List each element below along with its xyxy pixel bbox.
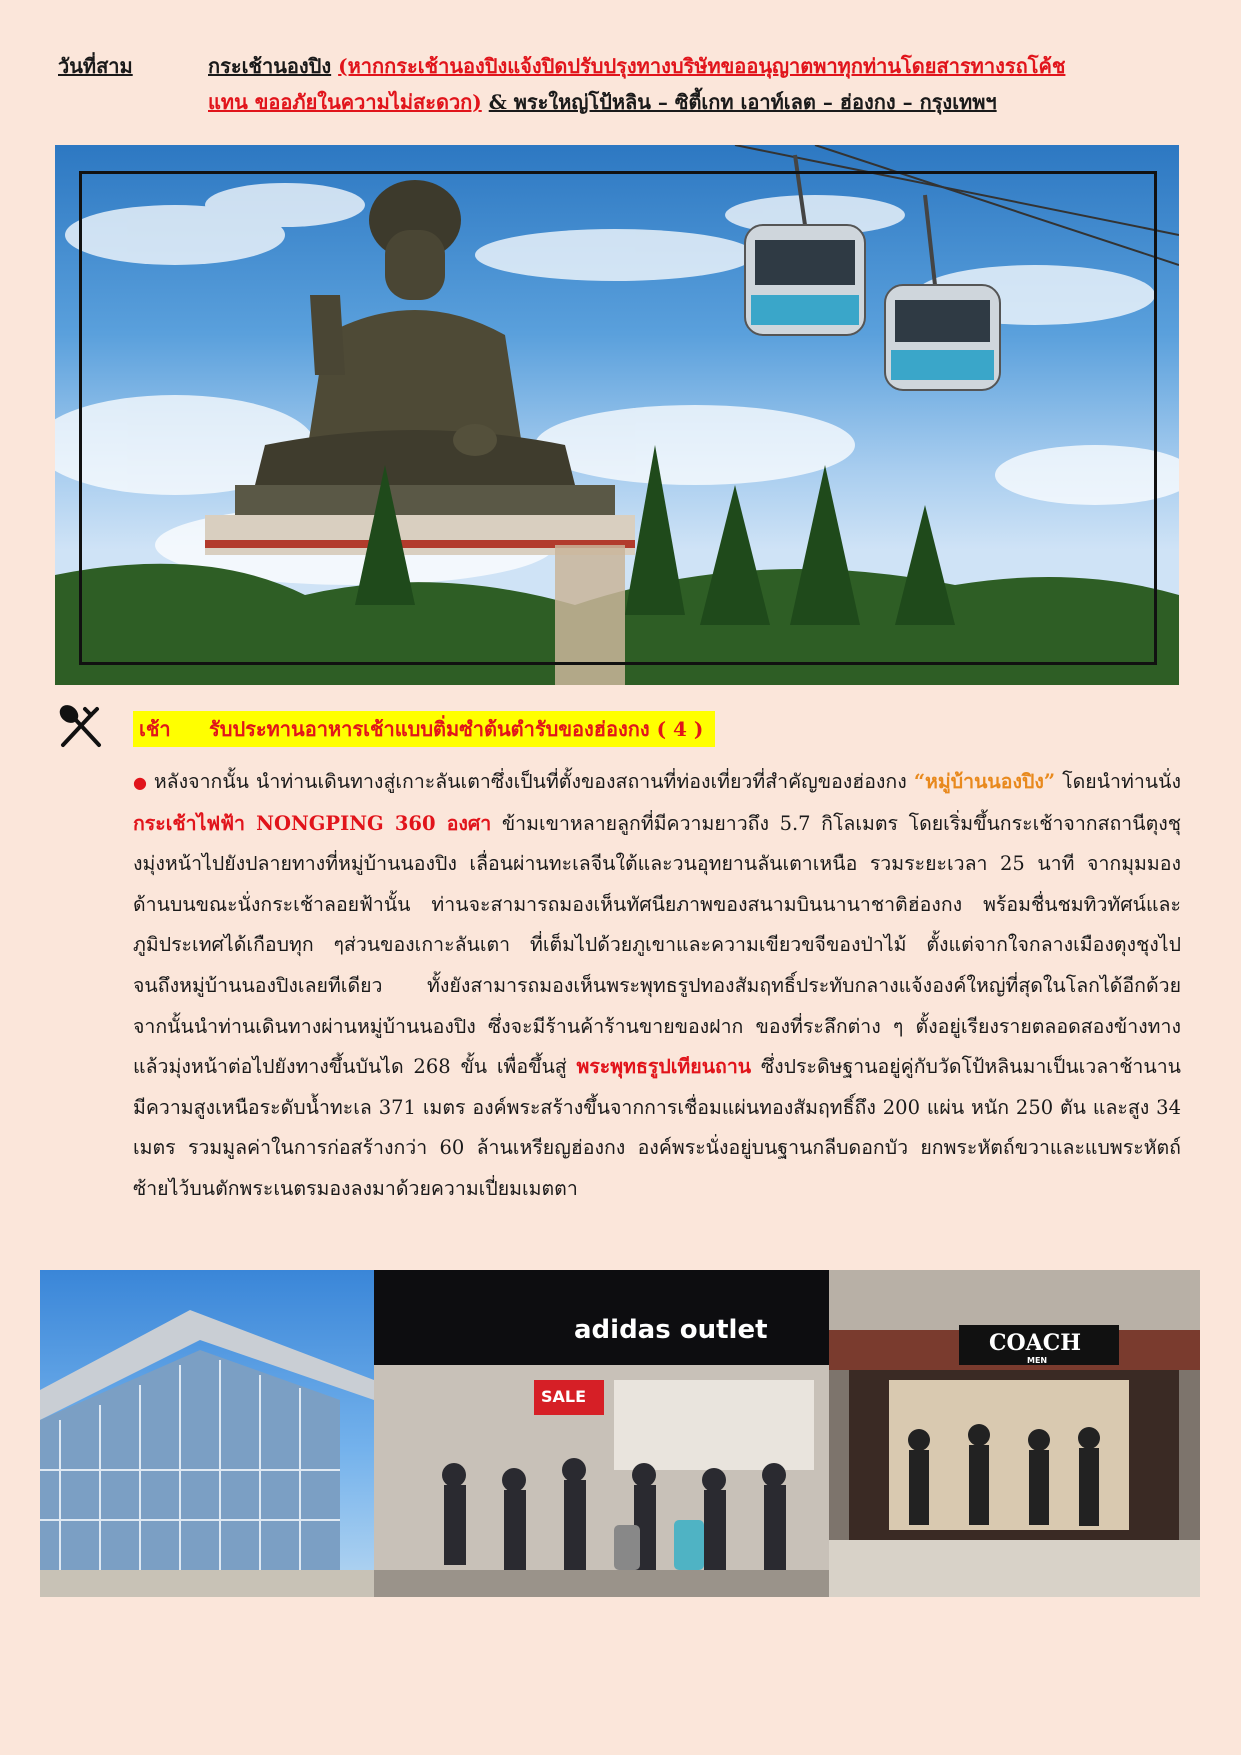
para-part-2: โดยนำท่านนั่ง: [1055, 770, 1181, 793]
itinerary-description: [133, 762, 1181, 1210]
breakfast-highlight: [133, 711, 715, 747]
header-notice: (หากกระเช้านองปิงแจ้งปิดปรับปรุงทางบริษัทขออนุญาตพาทุกท่านโดยสารทางรถโค้ช: [338, 54, 1066, 78]
photo-frame-border: [79, 171, 1157, 665]
coach-store-illustration: [829, 1270, 1200, 1597]
highlight-tian-tan-buddha: พระพุทธรูปเทียนถาน: [576, 1055, 752, 1079]
meal-text: รับประทานอาหารเช้าแบบติ่มซำต้นตำรับของฮ่องกง ( 4 ): [209, 717, 704, 741]
fork-spoon-icon: [55, 705, 107, 751]
header-notice-cont: แทน ขออภัยในความไม่สะดวก): [208, 90, 482, 114]
header-route: & พระใหญ่โป้หลิน – ซิตี้เกท เอาท์เลต – ฮ่องกง – กรุงเทพฯ: [488, 90, 997, 114]
header-title: กระเช้านองปิง: [208, 54, 332, 78]
header-line-2: [58, 84, 1168, 120]
sale-sign: SALE: [541, 1387, 587, 1406]
para-part-3: ข้ามเขาหลายลูกที่มีความยาวถึง 5.7 กิโลเมตร โดยเริ่มขึ้นกระเช้าจากสถานีตุงชุงมุ่งหน้าไปยังปลายทางที่หมู่บ้านนองปิง เลื่อนผ่านทะเลจีนใต้และวนอุทยานลันเตาเหนือ รวมระยะเวลา 25 นาที จากมุมมองด้านบนขณะนั่งกระเช้าลอยฟ้านั้น ท่านจะสามารถมองเห็นทัศนียภาพของสนามบินนานาชาติฮ่องกง พร้อมชื่นชมทิวทัศน์และภูมิประเทศได้เกือบทุก ๆส่วนของเกาะลันเตา ที่เต็มไปด้วยภูเขาและความเขียวขจีของป่าไม้ ตั้งแต่จากใจกลางเมืองตุงชุงไปจนถึงหมู่บ้านนองปิงเลยทีเดียว ทั้งยังสามารถมองเห็นพระพุทธรูปทองสัมฤทธิ์ประทับกลางแจ้งองค์ใหญ่ที่สุดในโลกได้อีกด้วย จากนั้นนำท่านเดินทางผ่านหมู่บ้านนองปิง ซึ่งจะมีร้านค้าร้านขายของฝาก ของที่ระลึกต่าง ๆ ตั้งอยู่เรียงรายตลอดสองข้างทาง แล้วมุ่งหน้าต่อไปยังทางขึ้นบันได 268 ขั้น เพื่อขึ้นสู่: [133, 811, 1182, 1079]
adidas-outlet-photo: [374, 1270, 829, 1597]
day-label: วันที่สาม: [58, 54, 133, 78]
highlight-cable-car: กระเช้าไฟฟ้า NONGPING 360 องศา: [133, 811, 492, 835]
coach-sub-sign: MEN: [1027, 1356, 1048, 1365]
outlet-photo-collage: [40, 1270, 1200, 1597]
header-line-1: [58, 48, 1168, 84]
meal-label: เช้า: [139, 717, 171, 741]
para-part-1: หลังจากนั้น นำท่านเดินทางสู่เกาะลันเตาซึ่งเป็นที่ตั้งของสถานที่ท่องเที่ยวที่สำคัญของฮ่องกง: [153, 770, 914, 793]
building-illustration: [40, 1270, 374, 1597]
hero-photo-big-buddha: [55, 145, 1179, 685]
coach-sign: COACH: [989, 1330, 1082, 1356]
coach-store-photo: [829, 1270, 1200, 1597]
adidas-outlet-sign: adidas outlet: [574, 1315, 768, 1345]
citygate-building-photo: [40, 1270, 374, 1597]
para-part-4: ซึ่งประดิษฐานอยู่คู่กับวัดโป้หลินมาเป็นเวลาช้านาน มีความสูงเหนือระดับน้ำทะเล 371 เมตร องค์พระสร้างขึ้นจากการเชื่อมแผ่นทองสัมฤทธิ์ถึง 200 แผ่น หนัก 250 ตัน และสูง 34 เมตร รวมมูลค่าในการก่อสร้างกว่า 60 ล้านเหรียญฮ่องกง องค์พระนั่งอยู่บนฐานกลีบดอกบัว ยกพระหัตถ์ขวาและแบพระหัตถ์ซ้ายไว้บนตักพระเนตรมองลงมาด้วยความเปี่ยมเมตตา: [133, 1055, 1181, 1200]
day-header: [58, 48, 1168, 120]
bullet-icon: ●: [133, 773, 148, 792]
breakfast-row: [55, 705, 815, 751]
highlight-ngong-ping-village: “หมู่บ้านนองปิง”: [913, 770, 1056, 793]
